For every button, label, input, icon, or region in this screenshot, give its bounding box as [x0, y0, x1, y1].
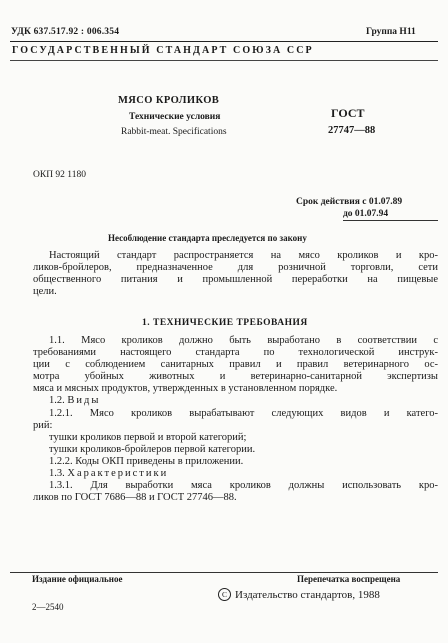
gost-label: ГОСТ	[331, 106, 365, 120]
validity-end: до 01.07.94	[343, 209, 389, 219]
intro-line: Настоящий стандарт распространяется на мясо кроликов и кро-	[49, 250, 438, 261]
print-code: 2—2540	[32, 602, 64, 612]
validity-start: Срок действия с 01.07.89	[296, 197, 403, 207]
body-line: ции с соблюдением санитарных правил и правил ветеринарного ос-	[33, 359, 438, 371]
reprint-notice: Перепечатка воспрещена	[297, 574, 401, 584]
footer-rule	[10, 572, 438, 573]
document-title: МЯСО КРОЛИКОВ	[118, 95, 220, 106]
body-line: тушки кроликов-бройлеров первой категории.	[49, 443, 256, 455]
intro-line: цели.	[33, 286, 57, 297]
group-code: Группа Н11	[366, 27, 416, 37]
copyright-notice	[218, 588, 380, 601]
gost-number: 27747—88	[328, 125, 376, 136]
header-rule-lower	[10, 60, 438, 61]
body-line: 1.1. Мясо кроликов должно быть выработано в соответствии с	[49, 335, 438, 346]
body-line: мяса и мясных продуктов, утвержденных в установленном порядке.	[33, 383, 338, 395]
okp-code: ОКП 92 1180	[33, 170, 86, 180]
legal-warning: Несоблюдение стандарта преследуется по закону	[108, 233, 307, 243]
body-line: 1.2. Виды	[49, 395, 101, 407]
intro-paragraph	[33, 250, 438, 298]
state-standard-banner: ГОСУДАРСТВЕННЫЙ СТАНДАРТ СОЮЗА ССР	[12, 45, 314, 56]
body-line: 1.3. Характеристики	[49, 468, 169, 480]
udk-code: УДК 637.517.92 : 006.354	[11, 27, 120, 37]
section-body	[33, 335, 438, 504]
edition-label: Издание официальное	[32, 574, 123, 584]
subsection-title: Виды	[67, 395, 101, 407]
body-line: требованиями настоящего стандарта по технологической инструк-	[33, 347, 438, 359]
document-subtitle: Технические условия	[129, 112, 221, 122]
intro-line: ликов-бройлеров, предназначенное для розничной торговли, сети	[33, 262, 438, 273]
copyright-icon: C	[218, 588, 231, 601]
body-line: 1.2.1. Мясо кроликов вырабатывают следующих видов и катего-	[49, 407, 438, 419]
body-line: мотра убойных животных и ветеринарно-санитарной экспертизы	[33, 371, 438, 383]
section-heading: 1. ТЕХНИЧЕСКИЕ ТРЕБОВАНИЯ	[142, 318, 308, 328]
document-title-english: Rabbit-meat. Specifications	[121, 127, 227, 137]
copyright-text: Издательство стандартов, 1988	[235, 589, 380, 601]
body-line: 1.3.1. Для выработки мяса кроликов должны использовать кро-	[49, 480, 438, 492]
validity-underline	[343, 220, 438, 221]
body-line: ликов по ГОСТ 7686—88 и ГОСТ 27746—88.	[33, 492, 237, 504]
intro-line: общественного питания и промышленной переработки на пищевые	[33, 274, 438, 285]
body-line: тушки кроликов первой и второй категорий;	[49, 431, 247, 443]
header-rule	[10, 41, 438, 42]
body-line: рий:	[33, 419, 53, 431]
body-line: 1.2.2. Коды ОКП приведены в приложении.	[49, 455, 244, 467]
subsection-title: Характеристики	[67, 468, 169, 480]
